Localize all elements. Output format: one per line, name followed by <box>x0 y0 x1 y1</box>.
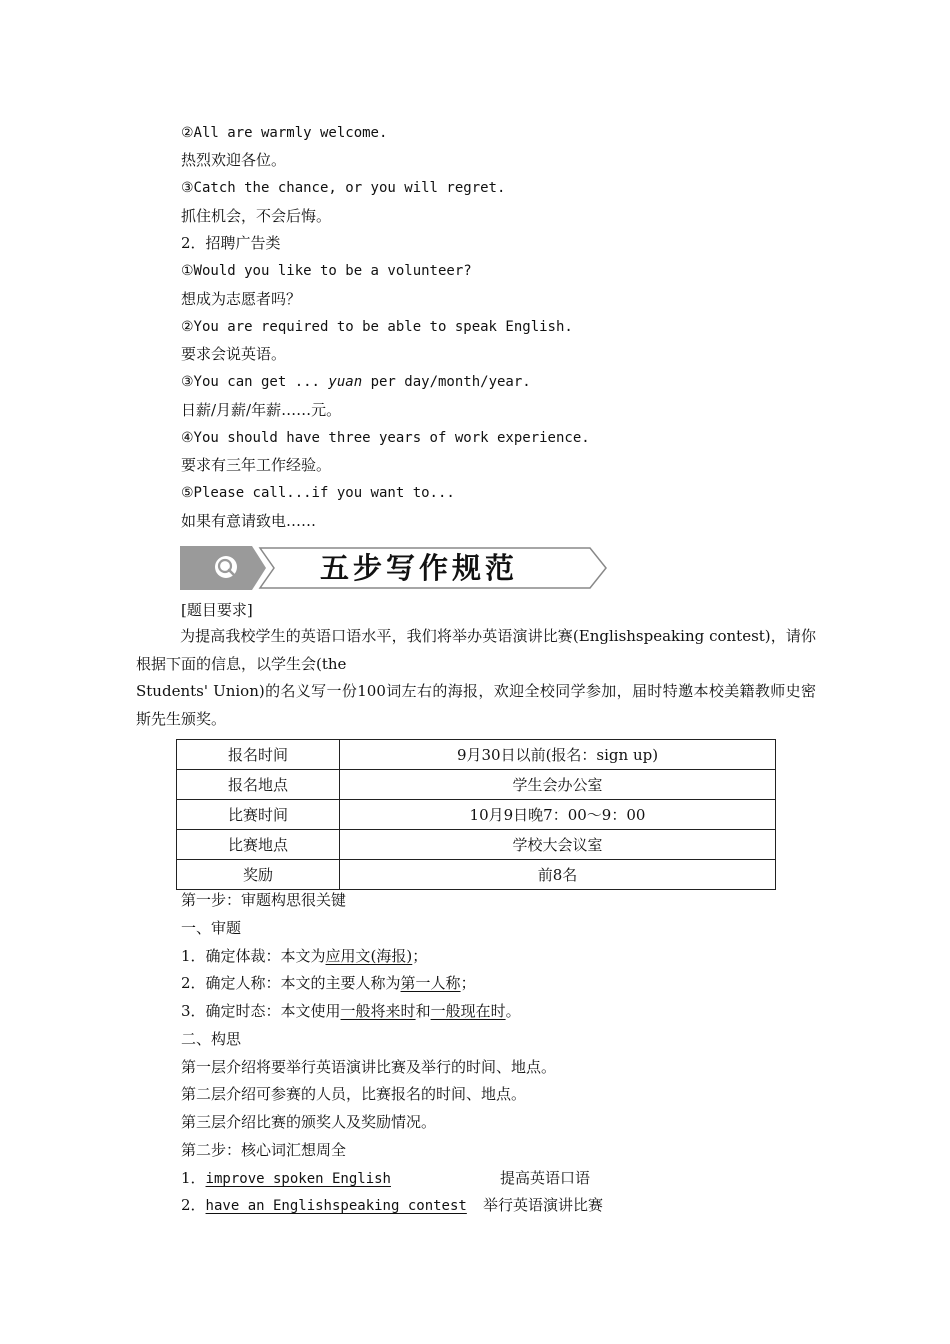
vocab-cn-1: 提高英语口语 <box>500 1169 591 1187</box>
vocab-item-2: 2．have an Englishspeaking contest <box>181 1196 467 1214</box>
table-cell-label: 报名时间 <box>177 740 340 770</box>
step2-title: 第二步：核心词汇想周全 <box>181 1141 347 1159</box>
table-row <box>177 860 776 890</box>
table-cell-value: 学生会办公室 <box>340 770 776 800</box>
task-heading: [题目要求] <box>181 601 253 619</box>
info-table <box>176 739 776 890</box>
search-icon <box>215 556 237 578</box>
table-row <box>177 800 776 830</box>
answer-underlined: 一般现在时 <box>430 1002 506 1020</box>
table-cell-value: 前8名 <box>340 860 776 890</box>
table-row <box>177 770 776 800</box>
step1-layer3: 第三层介绍比赛的颁奖人及奖励情况。 <box>181 1113 437 1131</box>
step1-sub2: 二、构思 <box>181 1030 242 1048</box>
step1-title: 第一步：审题构思很关键 <box>181 891 347 909</box>
phrase-cn: 热烈欢迎各位。 <box>181 151 287 169</box>
table-cell-value: 9月30日以前(报名：sign up) <box>340 740 776 770</box>
phrase-en: ④You should have three years of work experience. <box>181 430 590 446</box>
table-row <box>177 740 776 770</box>
phrase-en: ②All are warmly welcome. <box>181 125 388 141</box>
phrase-cn: 日薪/月薪/年薪……元。 <box>181 401 342 419</box>
phrase-en: ③Catch the chance, or you will regret. <box>181 180 506 196</box>
step1-sub1: 一、审题 <box>181 919 242 937</box>
phrase-cn: 抓住机会，不会后悔。 <box>181 207 332 225</box>
table-cell-label: 报名地点 <box>177 770 340 800</box>
answer-underlined: 第一人称 <box>400 974 461 992</box>
step1-item1: 1．确定体裁：本文为应用文(海报)； <box>181 947 428 965</box>
phrase-en: ②You are required to be able to speak English. <box>181 319 573 335</box>
table-row <box>177 830 776 860</box>
section-banner <box>180 546 608 590</box>
table-cell-label: 比赛地点 <box>177 830 340 860</box>
phrase-en: ⑤Please call...if you want to... <box>181 485 455 501</box>
table-cell-label: 比赛时间 <box>177 800 340 830</box>
phrase-cn: 要求有三年工作经验。 <box>181 456 332 474</box>
step1-layer2: 第二层介绍可参赛的人员，比赛报名的时间、地点。 <box>181 1085 527 1103</box>
table-cell-value: 学校大会议室 <box>340 830 776 860</box>
step1-item3: 3．确定时态：本文使用一般将来时和一般现在时。 <box>181 1002 521 1020</box>
table-cell-value: 10月9日晚7：00～9：00 <box>340 800 776 830</box>
vocab-en: have an Englishspeaking contest <box>205 1198 467 1214</box>
banner-title: 五步写作规范 <box>320 551 519 585</box>
phrase-en: ③You can get ... yuan per day/month/year. <box>181 374 531 390</box>
answer-underlined: 应用文(海报) <box>325 947 413 965</box>
table-cell-label: 奖励 <box>177 860 340 890</box>
phrase-cn: 如果有意请致电…… <box>181 512 317 530</box>
phrase-en: ①Would you like to be a volunteer? <box>181 263 472 279</box>
vocab-cn-2: 举行英语演讲比赛 <box>483 1196 604 1214</box>
italic-word: yuan <box>328 374 363 390</box>
vocab-en: improve spoken English <box>205 1171 391 1187</box>
task-paragraph-1: 为提高我校学生的英语口语水平，我们将举办英语演讲比赛(Englishspeaking contest)，请你根据下面的信息，以学生会(the <box>136 627 816 673</box>
task-paragraph-2: Students' Union)的名义写一份100词左右的海报，欢迎全校同学参加，届时特邀本校美籍教师史密斯先生颁奖。 <box>136 682 816 728</box>
answer-underlined: 一般将来时 <box>340 1002 416 1020</box>
phrase-cn: 想成为志愿者吗？ <box>181 290 302 308</box>
vocab-item-1: 1．improve spoken English <box>181 1169 391 1187</box>
phrase-cn: 要求会说英语。 <box>181 345 287 363</box>
section-heading: 2．招聘广告类 <box>181 234 281 252</box>
step1-layer1: 第一层介绍将要举行英语演讲比赛及举行的时间、地点。 <box>181 1058 557 1076</box>
step1-item2: 2．确定人称：本文的主要人称为第一人称； <box>181 974 476 992</box>
